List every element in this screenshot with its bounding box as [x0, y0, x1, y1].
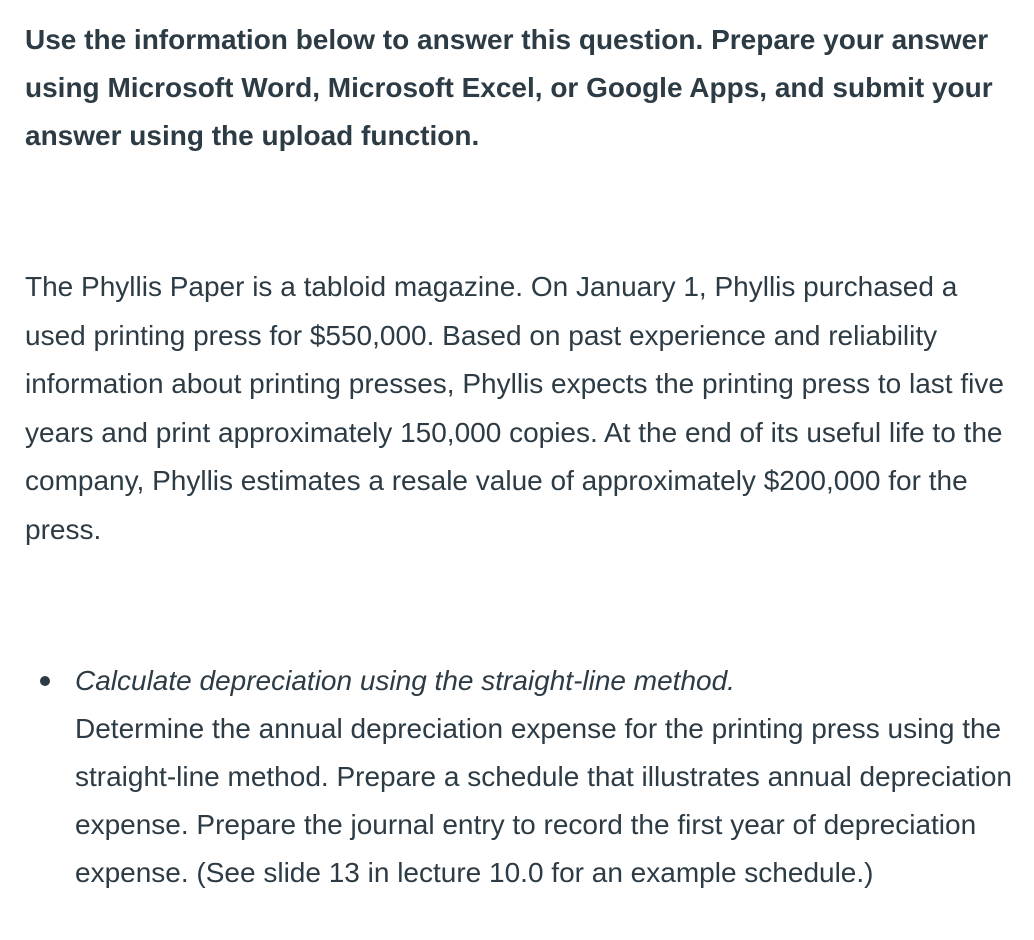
instructions-text: Use the information below to answer this question. Prepare your answer using Microsoft Word, Microsoft Excel, or Google Apps, and submit your answer using the upload function.	[25, 24, 993, 151]
task-description: Determine the annual depreciation expense for the printing press using the straight-line method. Prepare a schedule that illustrates annual depreciation expense. Prepare the journal entry to record the first year of depreciation expense. (See slide 13 in lecture 10.0 for an example schedule.)	[75, 713, 1013, 888]
bullet-icon	[40, 676, 50, 686]
scenario-paragraph: The Phyllis Paper is a tabloid magazine. On January 1, Phyllis purchased a used printing press for $550,000. Based on past experience and reliability information about printing presses, Phyllis expects the printing press to last five years and print approximately 150,000 copies. At the end of its useful life to the company, Phyllis estimates a resale value of approximately $200,000 for the press.	[25, 271, 1004, 545]
list-item	[25, 657, 1015, 897]
task-list	[25, 657, 1014, 897]
task-title: Calculate depreciation using the straight-line method.	[75, 665, 735, 696]
